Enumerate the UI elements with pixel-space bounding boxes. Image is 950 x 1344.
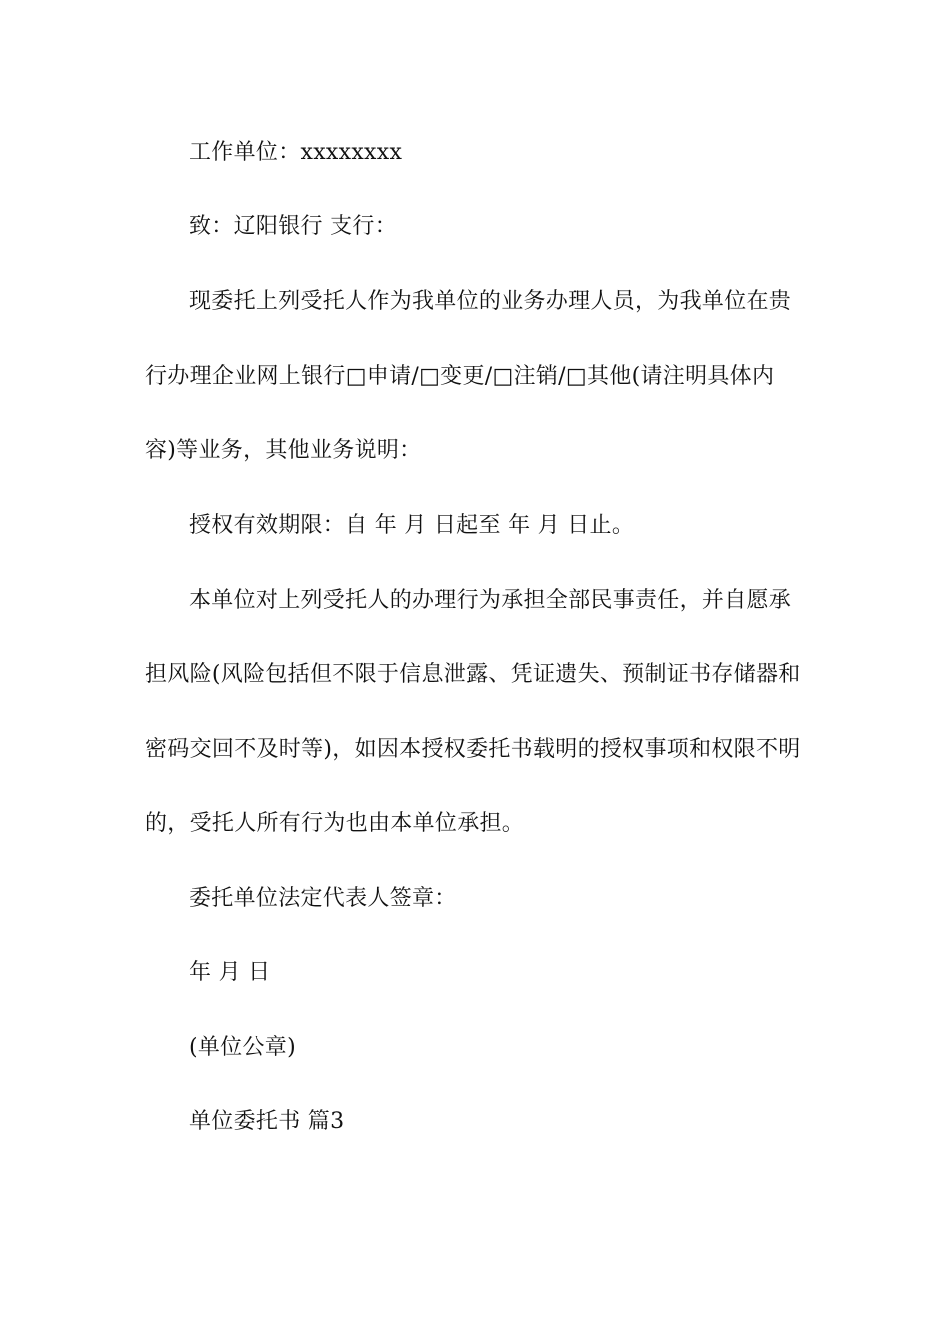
liability-paragraph-line-4: 的，受托人所有行为也由本单位承担。 [145,811,525,836]
recipient-line: 致：辽阳银行 支行： [189,214,397,239]
section-heading: 单位委托书 篇3 [189,1109,345,1134]
signature-line: 委托单位法定代表人签章： [189,886,457,911]
liability-paragraph-line-3: 密码交回不及时等)，如因本授权委托书载明的授权事项和权限不明 [145,737,801,762]
validity-period-line: 授权有效期限：自 年 月 日起至 年 月 日止。 [189,513,635,538]
authorization-paragraph-line-2: 行办理企业网上银行□申请/□变更/□注销/□其他(请注明具体内 [145,364,775,389]
authorization-paragraph-line-3: 容)等业务，其他业务说明： [145,438,422,463]
date-line: 年 月 日 [189,960,271,985]
liability-paragraph-line-1: 本单位对上列受托人的办理行为承担全部民事责任，并自愿承 [189,588,792,613]
work-unit-line: 工作单位：xxxxxxxx [189,140,403,165]
liability-paragraph-line-2: 担风险(风险包括但不限于信息泄露、凭证遗失、预制证书存储器和 [145,662,801,687]
seal-line: (单位公章) [189,1035,296,1060]
authorization-paragraph-line-1: 现委托上列受托人作为我单位的业务办理人员，为我单位在贵 [189,289,792,314]
